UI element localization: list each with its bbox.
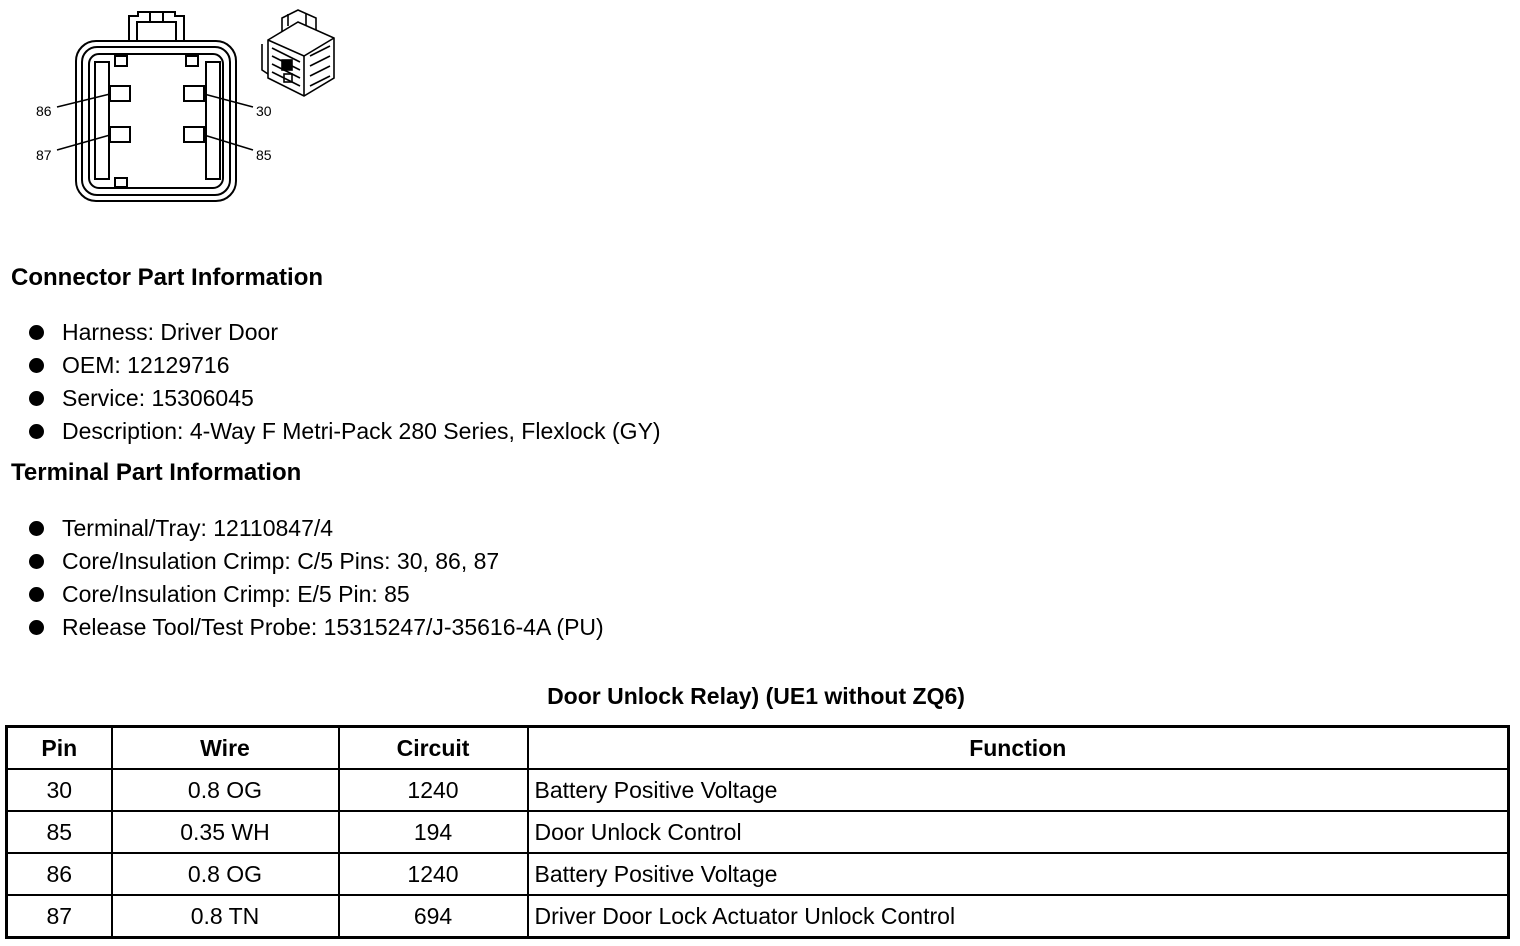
pin-table <box>5 725 1510 939</box>
cavity-30 <box>184 86 204 101</box>
cell-pin: 30 <box>7 769 112 811</box>
header-circuit: Circuit <box>339 727 528 770</box>
pin-label-87: 87 <box>36 147 52 163</box>
cavity-87 <box>110 127 130 142</box>
cell-circuit: 694 <box>339 895 528 938</box>
list-item <box>28 512 604 545</box>
list-item <box>28 545 604 578</box>
cell-wire: 0.8 OG <box>112 853 339 895</box>
table-row <box>7 895 1509 938</box>
cell-circuit: 1240 <box>339 853 528 895</box>
bullet-icon <box>29 424 44 439</box>
table-row <box>7 853 1509 895</box>
connector-diagram <box>0 0 340 210</box>
bullet-icon <box>29 587 44 602</box>
list-item <box>28 578 604 611</box>
connector-part-info-list <box>28 316 661 448</box>
bullet-icon <box>29 554 44 569</box>
cell-function: Battery Positive Voltage <box>528 853 1509 895</box>
list-item-text: Harness: Driver Door <box>62 319 278 345</box>
cell-wire: 0.35 WH <box>112 811 339 853</box>
list-item <box>28 316 661 349</box>
table-row <box>7 769 1509 811</box>
list-item-text: Service: 15306045 <box>62 385 254 411</box>
table-header-row <box>7 727 1509 770</box>
bullet-icon <box>29 325 44 340</box>
bullet-icon <box>29 620 44 635</box>
terminal-part-info-heading: Terminal Part Information <box>11 459 302 486</box>
bullet-icon <box>29 521 44 536</box>
cell-function: Driver Door Lock Actuator Unlock Control <box>528 895 1509 938</box>
list-item-text: Core/Insulation Crimp: E/5 Pin: 85 <box>62 581 410 607</box>
header-pin: Pin <box>7 727 112 770</box>
cell-wire: 0.8 TN <box>112 895 339 938</box>
list-item-text: Terminal/Tray: 12110847/4 <box>62 515 334 541</box>
cell-pin: 86 <box>7 853 112 895</box>
pin-label-85: 85 <box>256 147 272 163</box>
header-function: Function <box>528 727 1509 770</box>
cell-pin: 87 <box>7 895 112 938</box>
cell-function: Door Unlock Control <box>528 811 1509 853</box>
list-item <box>28 611 604 644</box>
terminal-part-info-list <box>28 512 604 644</box>
list-item-text: Release Tool/Test Probe: 15315247/J-35616-4A (PU) <box>62 614 604 640</box>
bullet-icon <box>29 391 44 406</box>
cell-pin: 85 <box>7 811 112 853</box>
list-item <box>28 382 661 415</box>
connector-part-info-heading: Connector Part Information <box>11 264 324 291</box>
bullet-icon <box>29 358 44 373</box>
list-item <box>28 349 661 382</box>
cavity-85 <box>184 127 204 142</box>
cell-circuit: 1240 <box>339 769 528 811</box>
list-item-text: Core/Insulation Crimp: C/5 Pins: 30, 86, 87 <box>62 548 500 574</box>
list-item-text: OEM: 12129716 <box>62 352 230 378</box>
cell-circuit: 194 <box>339 811 528 853</box>
list-item-text: Description: 4-Way F Metri-Pack 280 Series, Flexlock (GY) <box>62 418 661 444</box>
header-wire: Wire <box>112 727 339 770</box>
cell-function: Battery Positive Voltage <box>528 769 1509 811</box>
pin-label-86: 86 <box>36 103 52 119</box>
list-item <box>28 415 661 448</box>
pin-label-30: 30 <box>256 103 272 119</box>
table-row <box>7 811 1509 853</box>
cell-wire: 0.8 OG <box>112 769 339 811</box>
table-caption: Door Unlock Relay) (UE1 without ZQ6) <box>547 683 965 709</box>
cavity-86 <box>110 86 130 101</box>
connector-isometric-icon <box>262 10 334 96</box>
